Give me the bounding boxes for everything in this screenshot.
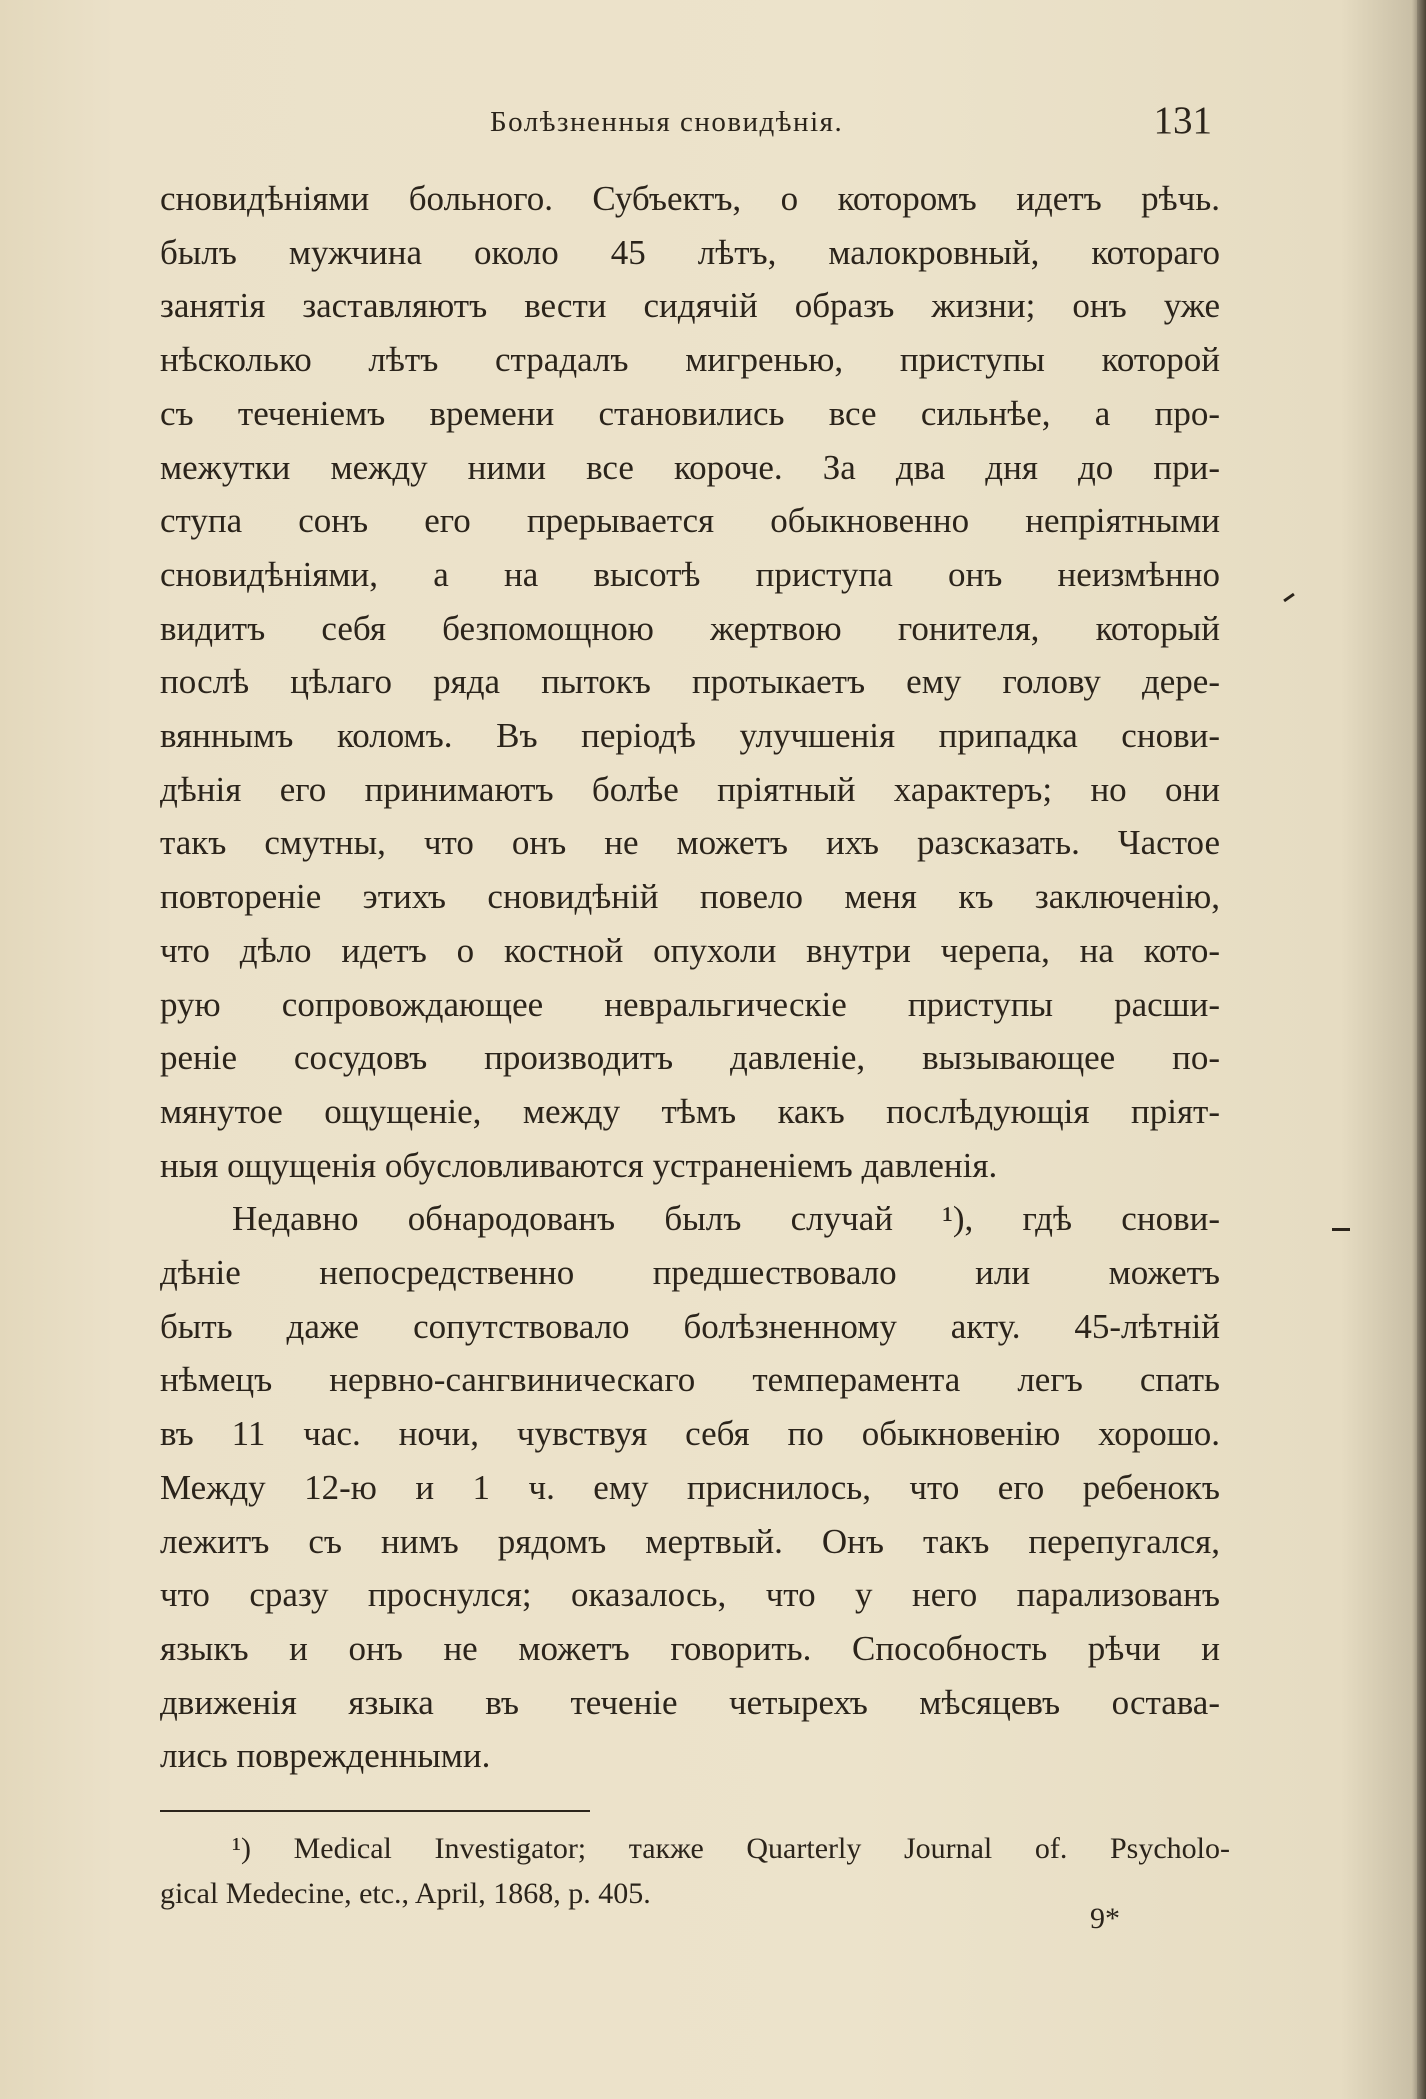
text-line: ступа сонъ его прерывается обыкновенно непріятными bbox=[160, 501, 1220, 541]
text-line: былъ мужчина около 45 лѣтъ, малокровный, котораго bbox=[160, 232, 1220, 272]
text-line: нѣсколько лѣтъ страдалъ мигренью, приступы которой bbox=[160, 340, 1220, 380]
text-line: послѣ цѣлаго ряда пытокъ протыкаетъ ему голову дере- bbox=[160, 662, 1220, 702]
text-line: видитъ себя безпомощною жертвою гонителя, который bbox=[160, 608, 1220, 648]
text-line: нѣмецъ нервно-сангвиническаго темперамента легъ спать bbox=[160, 1360, 1220, 1400]
text-line: Между 12-ю и 1 ч. ему приснилось, что его ребенокъ bbox=[160, 1467, 1220, 1507]
text-line: лежитъ съ нимъ рядомъ мертвый. Онъ такъ перепугался, bbox=[160, 1521, 1220, 1561]
text-line-paragraph-start: Недавно обнародованъ былъ случай ¹), гдѣ снови- bbox=[232, 1199, 1220, 1239]
footnote-rule bbox=[160, 1810, 590, 1812]
footnote bbox=[160, 1826, 1230, 1916]
text-line: съ теченіемъ времени становились все сильнѣе, а про- bbox=[160, 393, 1220, 433]
text-line: быть даже сопутствовало болѣзненному акту. 45-лѣтній bbox=[160, 1306, 1220, 1346]
page-edge-shadow bbox=[1417, 0, 1426, 2099]
footnote-line: ¹) Medical Investigator; также Quarterly Journal of. Psycholo- bbox=[232, 1832, 1230, 1865]
text-line: что дѣло идетъ о костной опухоли внутри черепа, на кото- bbox=[160, 930, 1220, 970]
text-line: вяннымъ коломъ. Въ періодѣ улучшенія припадка снови- bbox=[160, 716, 1220, 756]
page-header bbox=[160, 98, 1212, 148]
page-number: 131 bbox=[1153, 99, 1212, 142]
text-line: дѣнія его принимаютъ болѣе пріятный характеръ; но они bbox=[160, 769, 1220, 809]
text-line: лись поврежденными. bbox=[160, 1736, 491, 1776]
signature-mark: 9* bbox=[1090, 1902, 1120, 1935]
text-line: такъ смутны, что онъ не можетъ ихъ разсказать. Частое bbox=[160, 823, 1220, 863]
text-line: языкъ и онъ не можетъ говорить. Способность рѣчи и bbox=[160, 1628, 1220, 1668]
text-line: дѣніе непосредственно предшествовало или можетъ bbox=[160, 1253, 1220, 1293]
footnote-line: gical Medecine, etc., April, 1868, p. 405. bbox=[160, 1877, 651, 1910]
text-line: межутки между ними все короче. За два дня до при- bbox=[160, 447, 1220, 487]
margin-mark bbox=[1332, 1228, 1350, 1231]
text-line: рую сопровождающее невральгическіе приступы расши- bbox=[160, 984, 1220, 1024]
text-line: повтореніе этихъ сновидѣній повело меня къ заключенію, bbox=[160, 877, 1220, 917]
text-line: реніе сосудовъ производитъ давленіе, вызывающее по- bbox=[160, 1038, 1220, 1078]
text-line: сновидѣніями, а на высотѣ приступа онъ неизмѣнно bbox=[160, 554, 1220, 594]
text-line: ныя ощущенія обусловливаются устраненіемъ давленія. bbox=[160, 1145, 998, 1185]
text-line: въ 11 час. ночи, чувствуя себя по обыкновенію хорошо. bbox=[160, 1414, 1220, 1454]
running-title: Болѣзненныя сновидѣнія. bbox=[490, 106, 844, 138]
margin-mark bbox=[1283, 593, 1295, 602]
body-text bbox=[160, 172, 1220, 1783]
text-line: сновидѣніями больного. Субъектъ, о которомъ идетъ рѣчь. bbox=[160, 179, 1220, 218]
text-line: движенія языка въ теченіе четырехъ мѣсяцевъ остава- bbox=[160, 1682, 1220, 1722]
text-line: что сразу проснулся; оказалось, что у него парализованъ bbox=[160, 1575, 1220, 1615]
text-line: мянутое ощущеніе, между тѣмъ какъ послѣдующія пріят- bbox=[160, 1091, 1220, 1131]
text-line: занятія заставляютъ вести сидячій образъ жизни; онъ уже bbox=[160, 286, 1220, 326]
